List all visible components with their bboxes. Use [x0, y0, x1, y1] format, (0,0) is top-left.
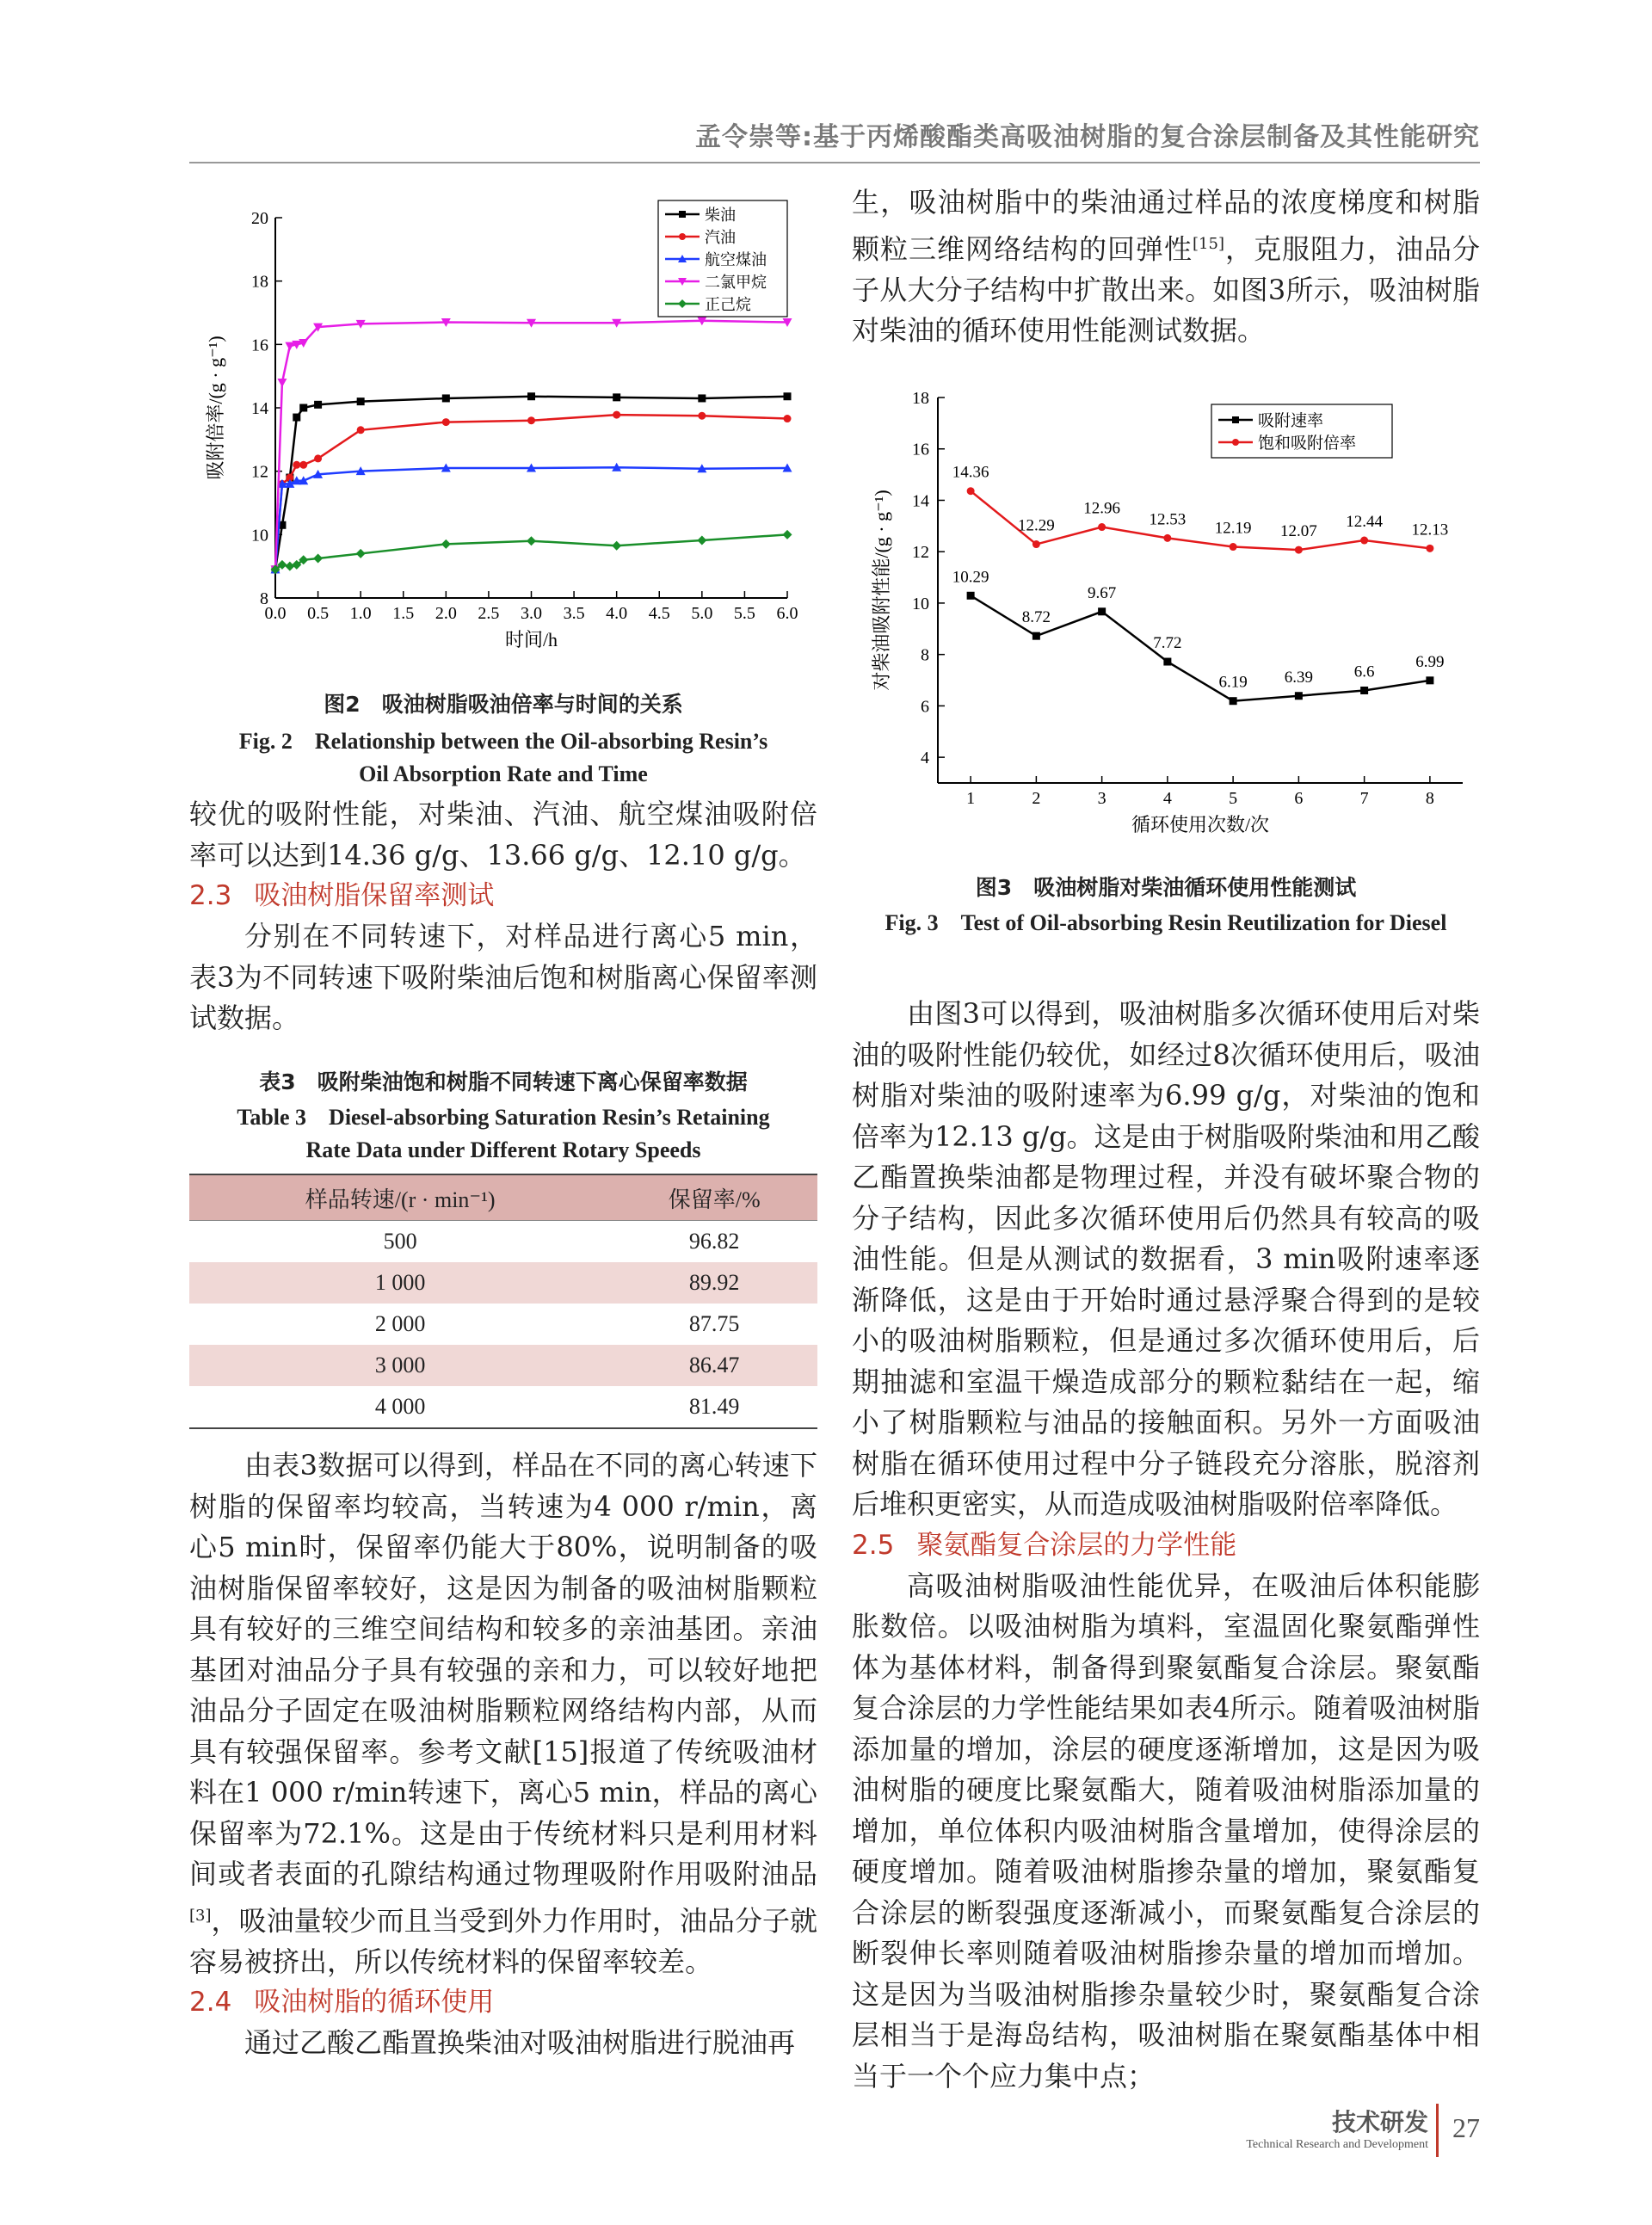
- data-point: [527, 416, 535, 424]
- section-title: 吸油树脂的循环使用: [254, 1987, 495, 2019]
- header-rule: [189, 162, 1480, 163]
- y-tick-label: 18: [912, 389, 929, 408]
- data-label: 12.13: [1411, 521, 1449, 539]
- x-tick-label: 1.5: [392, 604, 415, 623]
- x-tick-label: 4.5: [648, 604, 670, 623]
- data-point: [1426, 545, 1433, 552]
- data-point: [613, 411, 620, 419]
- data-point: [313, 553, 323, 563]
- data-point: [1032, 540, 1040, 548]
- x-tick-label: 8: [1425, 789, 1434, 808]
- data-label: 12.53: [1149, 510, 1187, 529]
- section-title: 聚氨酯复合涂层的力学性能: [916, 1529, 1237, 1561]
- data-point: [1098, 607, 1106, 615]
- x-tick-label: 3.5: [563, 604, 585, 623]
- data-point: [679, 233, 686, 240]
- table-header-row: [189, 1174, 817, 1221]
- data-label: 6.39: [1284, 668, 1313, 687]
- citation-ref: [3]: [189, 1906, 212, 1925]
- data-point: [1163, 534, 1171, 542]
- table-cell-retention: 87.75: [688, 1311, 740, 1336]
- data-point: [1295, 546, 1303, 554]
- data-point: [527, 392, 535, 400]
- data-label: 6.6: [1353, 663, 1375, 681]
- left-paragraph-2: 分别在不同转速下，对样品进行离心5 min，表3为不同转速下吸附柴油后饱和树脂离心保留率测试数据。: [189, 920, 817, 1034]
- x-axis-label: 时间/h: [504, 629, 558, 650]
- paragraph-text: ，克服阻力，油品分子从大分子结构中扩散出来。如图3所示，吸油树脂对柴油的循环使用性能测试数据。: [852, 232, 1480, 348]
- data-label: 12.07: [1280, 522, 1317, 541]
- right-text-block-1: [852, 182, 1480, 352]
- y-axis-label: 对柴油吸附性能/(g · g⁻¹): [871, 490, 892, 691]
- footer-section: [1246, 2104, 1428, 2152]
- data-point: [314, 401, 322, 409]
- table-row: [189, 1386, 817, 1428]
- data-label: 9.67: [1088, 583, 1117, 602]
- table-cell-speed: 3 000: [189, 1345, 611, 1386]
- figure-3: [852, 379, 1480, 940]
- x-tick-label: 1: [966, 789, 976, 808]
- table-header-speed: 样品转速/(r · min⁻¹): [189, 1174, 611, 1221]
- legend-label: 饱和吸附倍率: [1258, 435, 1357, 453]
- y-tick-label: 12: [912, 543, 929, 563]
- data-label: 7.72: [1153, 634, 1182, 653]
- section-2-5-heading: [852, 1525, 1480, 1566]
- table-row: [189, 1221, 817, 1263]
- running-header: [189, 112, 1480, 163]
- x-axis-label: 循环使用次数/次: [1131, 814, 1270, 835]
- y-tick-label: 4: [921, 749, 929, 768]
- data-point: [1295, 692, 1303, 700]
- table-row: [189, 1345, 817, 1386]
- y-tick-label: 6: [921, 697, 929, 717]
- right-paragraph-2: 由图3可以得到，吸油树脂多次循环使用后对柴油的吸附性能仍较优，如经过8次循环使用后，吸油树脂对柴油的吸附速率为6.99 g/g，对柴油的饱和倍率为12.13 g/g。这是由于树脂吸附柴油和用乙酸乙酯置换柴油都是物理过程，并没有破坏聚合物的分子结构，因此多次循环使用后仍然具有较高的吸油性能。但是从测试的数据看，3 min吸附速率逐渐降低，这是由于开始时通过悬浮聚合得到的是较小的吸油树脂颗粒，但是通过多次循环使用后，后期抽滤和室温干燥造成部分的颗粒黏结在一起，缩小了树脂颗粒与油品的接触面积。另外一方面吸油树脂在循环使用过程中分子链段充分溶胀，脱溶剂后堆积更密实，从而造成吸油树脂吸附倍率降低。: [852, 997, 1480, 1520]
- data-point: [967, 487, 975, 495]
- data-point: [698, 412, 706, 420]
- data-point: [441, 539, 451, 549]
- data-point: [1163, 658, 1171, 666]
- data-point: [314, 454, 322, 462]
- table-cell-retention: 81.49: [611, 1386, 817, 1428]
- section-number: 2.5: [852, 1529, 895, 1561]
- x-tick-label: 2.0: [435, 604, 457, 623]
- table3-caption-cn: 表3 吸附柴油饱和树脂不同转速下离心保留率数据: [259, 1069, 748, 1094]
- data-point: [1360, 537, 1368, 545]
- data-point: [697, 535, 706, 545]
- data-point: [442, 394, 450, 402]
- x-tick-label: 1.0: [349, 604, 372, 623]
- data-point: [1232, 439, 1239, 446]
- table-3-block: [189, 1065, 817, 1429]
- data-point: [784, 415, 792, 422]
- legend-label: 二氯甲烷: [705, 274, 767, 291]
- data-point: [442, 418, 450, 426]
- x-tick-label: 7: [1359, 789, 1369, 808]
- running-title: 孟令崇等:基于丙烯酸酯类高吸油树脂的复合涂层制备及其性能研究: [695, 122, 1480, 152]
- table-3: [189, 1174, 817, 1429]
- x-tick-label: 3: [1097, 789, 1106, 808]
- data-point: [1230, 697, 1237, 705]
- x-tick-label: 3.0: [521, 604, 542, 623]
- data-point: [293, 414, 300, 422]
- data-point: [357, 398, 365, 405]
- data-label: 12.29: [1018, 516, 1055, 535]
- fig2-chart: [189, 194, 817, 675]
- data-point: [698, 394, 706, 402]
- y-tick-label: 12: [251, 462, 268, 482]
- data-label: 14.36: [952, 463, 989, 482]
- data-point: [679, 211, 686, 218]
- x-tick-label: 5: [1229, 789, 1238, 808]
- data-point: [612, 541, 621, 551]
- y-tick-label: 10: [251, 526, 268, 545]
- data-point: [299, 461, 307, 469]
- figure-2: [189, 194, 817, 791]
- table-cell-speed: 2 000: [374, 1311, 426, 1336]
- x-tick-label: 0.5: [307, 604, 330, 623]
- data-label: 8.72: [1021, 608, 1051, 627]
- x-tick-label: 5.5: [733, 604, 755, 623]
- data-label: 10.29: [952, 568, 989, 587]
- legend-label: 航空煤油: [705, 251, 767, 268]
- data-point: [1232, 416, 1239, 423]
- series-line: [275, 321, 787, 570]
- legend-label: 吸附速率: [1258, 412, 1324, 430]
- data-point: [1230, 543, 1237, 551]
- table-cell-speed: 500: [383, 1229, 417, 1254]
- fig3-chart: [852, 379, 1480, 860]
- data-point: [613, 393, 620, 401]
- table-cell-speed: 4 000: [189, 1386, 611, 1428]
- table3-caption-en-1: Table 3 Diesel-absorbing Saturation Resin’s Retaining: [237, 1105, 770, 1130]
- data-label: 12.96: [1083, 499, 1120, 518]
- y-axis-label: 吸附倍率/(g · g⁻¹): [205, 336, 226, 480]
- table-cell-retention: 86.47: [611, 1345, 817, 1386]
- data-point: [293, 461, 300, 469]
- data-label: 6.99: [1415, 652, 1445, 671]
- data-point: [967, 592, 975, 600]
- data-point: [527, 536, 536, 545]
- table-header-retention: 保留率/%: [611, 1174, 817, 1221]
- data-point: [1032, 632, 1040, 640]
- section-title: 吸油树脂保留率测试: [254, 880, 495, 911]
- section-2-3-heading: [189, 876, 817, 916]
- page-footer: [1136, 2104, 1480, 2164]
- left-paragraph-3: [189, 1445, 817, 1982]
- left-paragraph-1: 较优的吸附性能，对柴油、汽油、航空煤油吸附倍率可以达到14.36 g/g、13.66 g/g、12.10 g/g。: [189, 798, 817, 872]
- legend-label: 汽油: [705, 229, 736, 246]
- data-point: [1098, 523, 1106, 531]
- section-number: 2.4: [189, 1987, 232, 2019]
- data-point: [277, 379, 287, 387]
- paragraph-text: ，吸油量较少而且当受到外力作用时，油品分子就容易被挤出，所以传统材料的保留率较差。: [189, 1904, 817, 1978]
- x-tick-label: 4.0: [606, 604, 628, 623]
- citation-ref: [15]: [1193, 234, 1224, 253]
- paragraph-text: 由表3数据可以得到，样品在不同的离心转速下树脂的保留率均较高，当转速为4 000 r/min，离心5 min时，保留率仍能大于80%，说明制备的吸油树脂保留率较好，这是因为制备的吸油树脂颗粒具有较好的三维空间结构和较多的亲油基团。亲油基团对油品分子具有较强的亲和力，可以较好地把油品分子固定在吸油树脂颗粒网络结构内部，从而具有较强保留率。参考文献[15]报道了传统吸油材料在1 000 r/min转速下，离心5 min，样品的离心保留率为72.1%。这是由于传统材料只是利用材料间或者表面的孔隙结构通过物理吸附作用吸附油品: [189, 1449, 817, 1890]
- y-tick-label: 16: [912, 440, 929, 459]
- fig3-caption-cn: 图3 吸油树脂对柴油循环使用性能测试: [975, 875, 1357, 900]
- y-tick-label: 14: [912, 491, 929, 511]
- right-paragraph-1: [852, 182, 1480, 352]
- fig2-caption-en-2: Oil Absorption Rate and Time: [359, 761, 648, 786]
- left-paragraph-4: 通过乙酸乙酯置换柴油对吸油树脂进行脱油再: [244, 2026, 796, 2060]
- x-tick-label: 2.5: [478, 604, 500, 623]
- fig3-caption-en: Fig. 3 Test of Oil-absorbing Resin Reutilization for Diesel: [885, 910, 1447, 935]
- data-point: [357, 426, 365, 434]
- paragraph-text: 生，吸油树脂中的柴油通过样品的浓度梯度和树脂颗粒三维网络结构的回弹性: [852, 186, 1480, 266]
- data-point: [783, 530, 792, 539]
- footer-divider: [1436, 2104, 1439, 2157]
- data-point: [1426, 676, 1433, 684]
- y-tick-label: 18: [251, 272, 268, 292]
- x-tick-label: 6.0: [776, 604, 798, 623]
- table-cell-speed: 1 000: [189, 1262, 611, 1304]
- x-tick-label: 2: [1032, 789, 1041, 808]
- fig2-caption-cn: 图2 吸油树脂吸油倍率与时间的关系: [324, 692, 683, 717]
- legend-label: 正己烷: [705, 296, 751, 313]
- table-row: [189, 1304, 817, 1345]
- data-label: 12.44: [1346, 513, 1383, 532]
- y-tick-label: 16: [251, 336, 268, 355]
- data-point: [285, 562, 294, 571]
- left-text-block-1: [189, 794, 817, 1039]
- x-tick-label: 4: [1162, 789, 1172, 808]
- series-line: [275, 415, 787, 570]
- section-number: 2.3: [189, 880, 232, 911]
- data-point: [784, 392, 792, 400]
- section-2-4-heading: [189, 1982, 817, 2023]
- table-cell-retention: 89.92: [611, 1262, 817, 1304]
- page-number: 27: [1452, 2112, 1480, 2143]
- y-tick-label: 14: [251, 399, 268, 418]
- data-label: 12.19: [1214, 519, 1252, 538]
- table-row: [189, 1262, 817, 1304]
- footer-section-en: Technical Research and Development: [1246, 2138, 1428, 2151]
- right-paragraph-3: 高吸油树脂吸油性能优异，在吸油后体积能膨胀数倍。以吸油树脂为填料，室温固化聚氨酯弹性体为基体材料，制备得到聚氨酯复合涂层。聚氨酯复合涂层的力学性能结果如表4所示。随着吸油树脂添加量的增加，涂层的硬度逐渐增加，这是因为吸油树脂的硬度比聚氨酯大，随着吸油树脂添加量的增加，单位体积内吸油树脂含量增加，使得涂层的硬度增加。随着吸油树脂掺杂量的增加，聚氨酯复合涂层的断裂强度逐渐减小，而聚氨酯复合涂层的断裂伸长率则随着吸油树脂掺杂量的增加而增加。这是因为当吸油树脂掺杂量较少时，聚氨酯复合涂层相当于是海岛结构，吸油树脂在聚氨酯基体中相当于一个个应力集中点；: [852, 1569, 1480, 2092]
- right-text-block-2: [852, 994, 1480, 2097]
- table-cell-retention: 96.82: [688, 1229, 740, 1254]
- y-tick-label: 8: [260, 589, 268, 608]
- data-point: [285, 342, 294, 351]
- y-tick-label: 8: [921, 645, 929, 665]
- legend-label: 柴油: [705, 206, 736, 224]
- data-point: [299, 404, 307, 412]
- y-tick-label: 20: [251, 209, 268, 228]
- data-point: [356, 549, 366, 558]
- footer-section-cn: 技术研发: [1331, 2108, 1428, 2136]
- left-text-block-2: [189, 1445, 817, 2064]
- fig2-caption-en-1: Fig. 2 Relationship between the Oil-absorbing Resin’s: [238, 729, 768, 754]
- x-tick-label: 5.0: [691, 604, 713, 623]
- data-label: 6.19: [1218, 673, 1248, 692]
- data-point: [1360, 687, 1368, 694]
- x-tick-label: 6: [1294, 789, 1304, 808]
- table3-caption-en-2: Rate Data under Different Rotary Speeds: [305, 1137, 701, 1162]
- y-tick-label: 10: [912, 594, 929, 613]
- x-tick-label: 0.0: [264, 604, 287, 623]
